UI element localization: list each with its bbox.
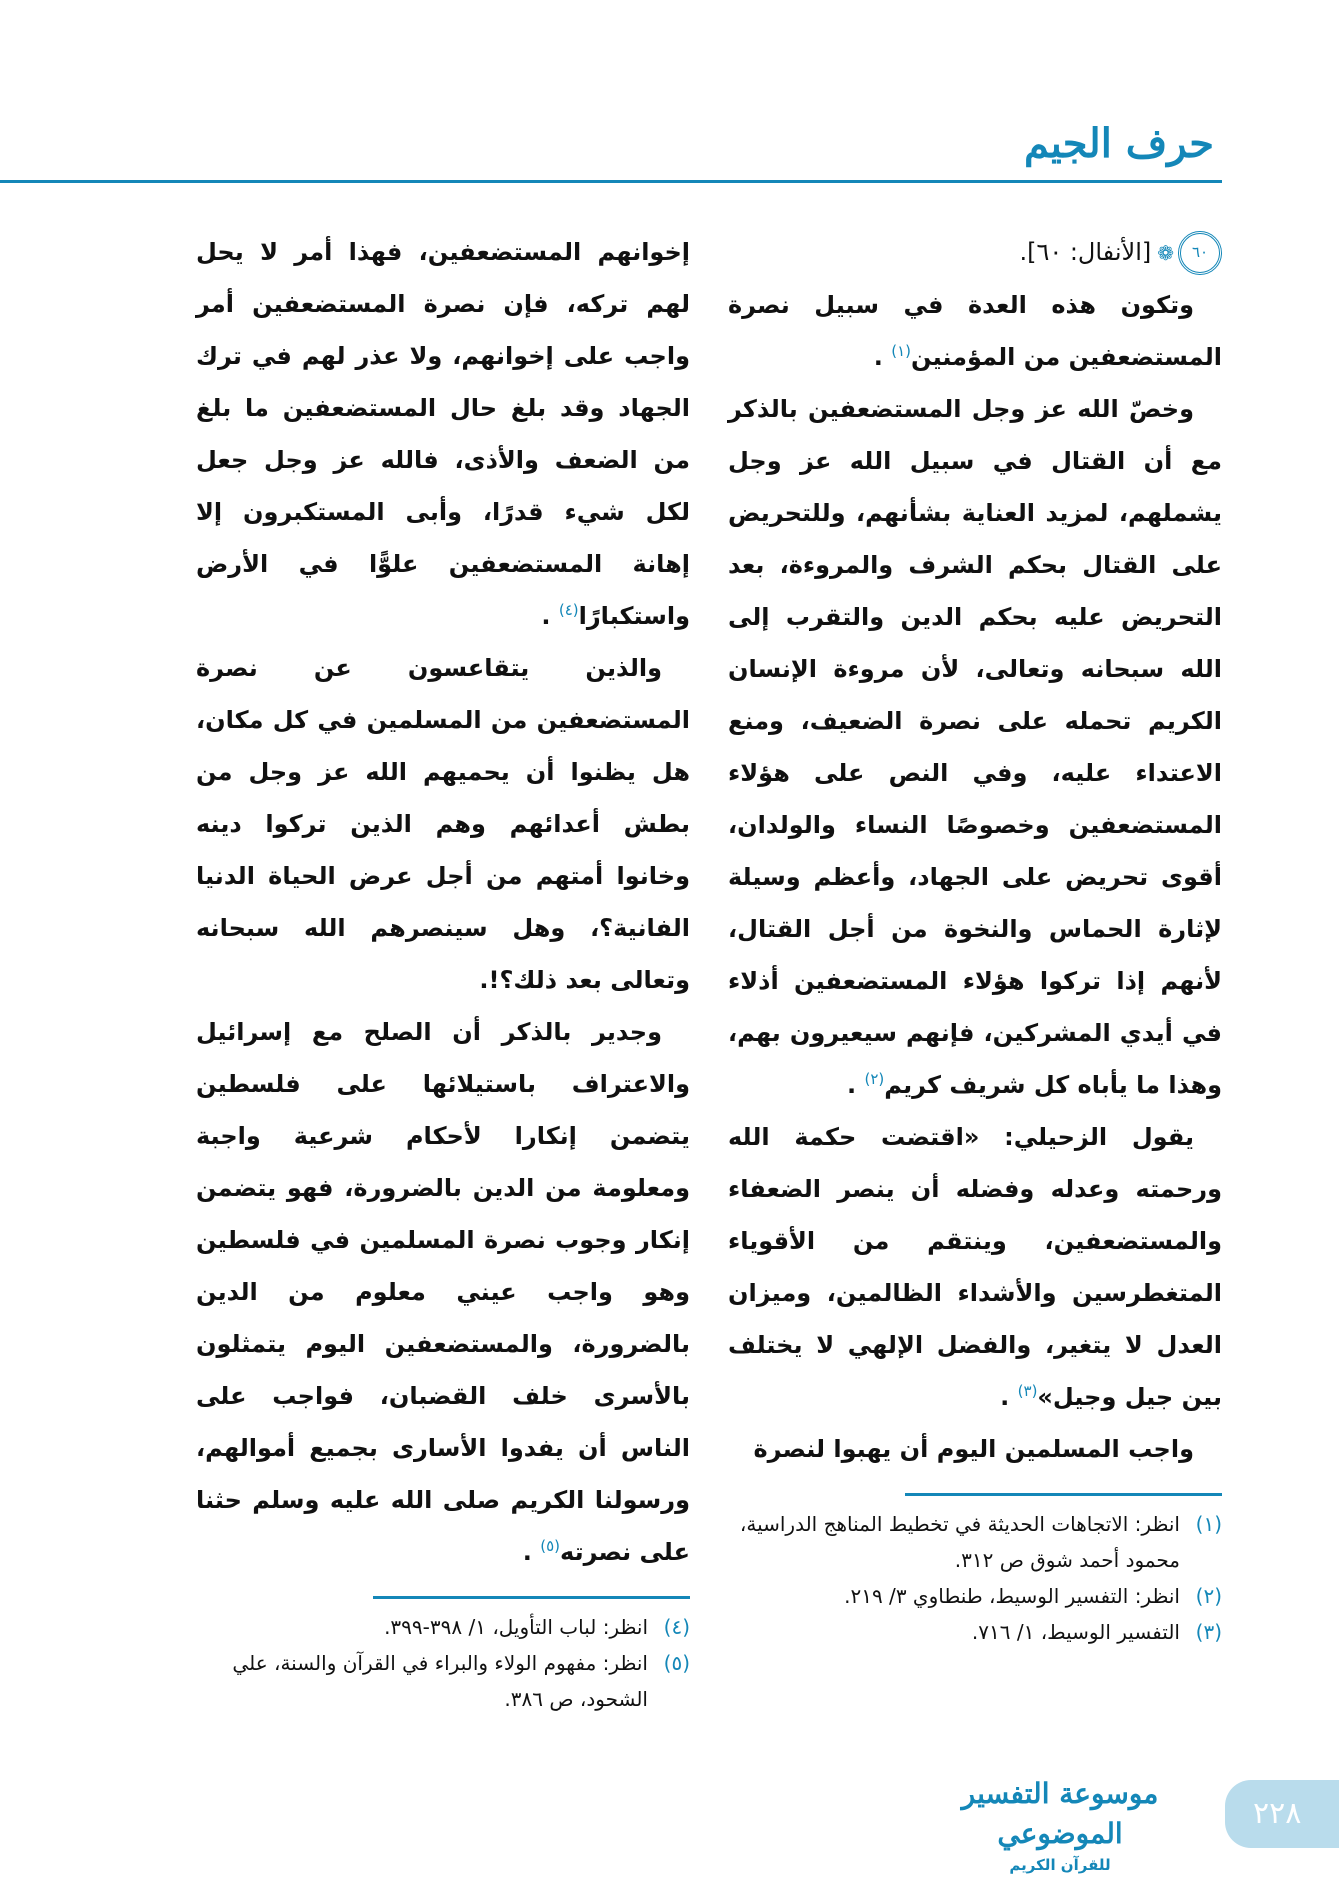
footnote-text: التفسير الوسيط، ١/ ٧١٦. [971, 1620, 1180, 1644]
page-body [0, 186, 1339, 1746]
paragraph-text: وخصّ الله عز وجل المستضعفين بالذكر مع أن القتال في سبيل الله عز وجل يشملهم، لمزيد العناية بشأنهم، وللتحريض على القتال بحكم الشرف والمروءة، بعد التحريض عليه بحكم الدين والتقرب إلى الله سبحانه وتعالى، لأن مروءة الإنسان الكريم تحمله على نصرة الضعيف، ومنع الاعتداء عليه، وفي النص على هؤلاء المستضعفين وخصوصًا النساء والولدان، أقوى تحريض على الجهاد، وأعظم وسيلة لإثارة الحماس والنخوة من أجل القتال، لأنهم إذا تركوا هؤلاء المستضعفين أذلاء في أيدي المشركين، فإنهم سيعيرون بهم، وهذا ما يأباه كل شريف كريم [728, 395, 1222, 1099]
ayah-number-marker: ٦٠ [1178, 231, 1222, 275]
page-header [0, 0, 1339, 186]
paragraph: وتكون هذه العدة في سبيل نصرة المستضعفين من المؤمنين$^{(١)}$ . [728, 291, 1222, 371]
paragraph: إخوانهم المستضعفين، فهذا أمر لا يحل لهم تركه، فإن نصرة المستضعفين أمر واجب على إخوانهم، ولا عذر لهم في ترك الجهاد وقد بلغ حال المستضعفين ما بلغ من الضعف والأذى، فالله عز وجل جعل لكل شيء قدرًا، وأبى المستكبرون إلا إهانة المستضعفين علوًّا في الأرض واستكبارًا$^{(٤)}$ . [196, 238, 690, 630]
paragraph-text: وجدير بالذكر أن الصلح مع إسرائيل والاعتراف باستيلائها على فلسطين يتضمن إنكارا لأحكام شرعية واجبة ومعلومة من الدين بالضرورة، فهو يتضمن إنكار وجوب نصرة المسلمين في فلسطين وهو واجب عيني معلوم من الدين بالضرورة، والمستضعفين اليوم يتمثلون بالأسرى خلف القضبان، فواجب على الناس أن يفدوا الأسارى بجميع أموالهم، ورسولنا الكريم صلى الله عليه وسلم حثنا على نصرته [196, 1018, 690, 1566]
footnote-text: انظر: التفسير الوسيط، طنطاوي ٣/ ٢١٩. [844, 1584, 1180, 1608]
paragraph-text: وتكون هذه العدة في سبيل نصرة المستضعفين من المؤمنين [728, 291, 1222, 371]
footnote-ref[interactable]: (٢) [864, 1070, 885, 1088]
page-number: ٢٢٨ [1225, 1780, 1339, 1848]
footnote-number: (٣) [1195, 1620, 1222, 1644]
encyclopedia-logo [935, 1774, 1185, 1876]
footnote-ref[interactable]: (٤) [558, 601, 579, 619]
ayah-reference [728, 226, 1222, 279]
footnote [728, 1506, 1222, 1578]
paragraph: وجدير بالذكر أن الصلح مع إسرائيل والاعتراف باستيلائها على فلسطين يتضمن إنكارا لأحكام شرعية واجبة ومعلومة من الدين بالضرورة، فهو يتضمن إنكار وجوب نصرة المسلمين في فلسطين وهو واجب عيني معلوم من الدين بالضرورة، والمستضعفين اليوم يتمثلون بالأسرى خلف القضبان، فواجب على الناس أن يفدوا الأسارى بجميع أموالهم، ورسولنا الكريم صلى الله عليه وسلم حثنا على نصرته$^{(٥)}$ . [196, 1018, 690, 1566]
footnote-number: (٥) [663, 1651, 690, 1675]
paragraph: والذين يتقاعسون عن نصرة المستضعفين من المسلمين في كل مكان، هل يظنوا أن يحميهم الله عز وجل من بطش أعدائهم وهم الذين تركوا دينه وخانوا أمتهم من أجل عرض الحياة الدنيا الفانية؟، وهل سينصرهم الله سبحانه وتعالى بعد ذلك؟!. [196, 654, 690, 994]
footnote [196, 1645, 690, 1717]
paragraph: وخصّ الله عز وجل المستضعفين بالذكر مع أن القتال في سبيل الله عز وجل يشملهم، لمزيد العناية بشأنهم، وللتحريض على القتال بحكم الشرف والمروءة، بعد التحريض عليه بحكم الدين والتقرب إلى الله سبحانه وتعالى، لأن مروءة الإنسان الكريم تحمله على نصرة الضعيف، ومنع الاعتداء عليه، وفي النص على هؤلاء المستضعفين وخصوصًا النساء والولدان، أقوى تحريض على الجهاد، وأعظم وسيلة لإثارة الحماس والنخوة من أجل القتال، لأنهم إذا تركوا هؤلاء المستضعفين أذلاء في أيدي المشركين، فإنهم سيعيرون بهم، وهذا ما يأباه كل شريف كريم$^{(٢)}$ . [728, 395, 1222, 1099]
footnote [196, 1609, 690, 1645]
paragraph: واجب المسلمين اليوم أن يهبوا لنصرة [753, 1435, 1194, 1463]
chapter-title: حرف الجيم [1024, 120, 1214, 167]
footnote-text: انظر: لباب التأويل، ١/ ٣٩٨-٣٩٩. [384, 1615, 648, 1639]
left-column [196, 226, 690, 1746]
right-column [728, 226, 1222, 1746]
footnote-number: (٤) [663, 1615, 690, 1639]
footnote-number: (١) [1195, 1512, 1222, 1536]
footnote-number: (٢) [1195, 1584, 1222, 1608]
page-footer [0, 1770, 1339, 1890]
ayah-reference-text: [الأنفال: ٦٠]. [1019, 238, 1152, 266]
footnote-ref[interactable]: (٣) [1017, 1382, 1038, 1400]
footnote-text: انظر: الاتجاهات الحديثة في تخطيط المناهج الدراسية، محمود أحمد شوق ص ٣١٢. [739, 1512, 1180, 1572]
header-divider [0, 180, 1222, 183]
footnote [728, 1614, 1222, 1650]
logo-title: موسوعة التفسير الموضوعي [961, 1777, 1159, 1850]
ornament-icon: ❁ [1157, 241, 1174, 265]
footnote [728, 1578, 1222, 1614]
footnote-ref[interactable]: (٥) [540, 1537, 561, 1555]
footnotes-left [196, 1596, 690, 1717]
footnote-ref[interactable]: (١) [891, 342, 911, 360]
paragraph-text: إخوانهم المستضعفين، فهذا أمر لا يحل لهم تركه، فإن نصرة المستضعفين أمر واجب على إخوانهم، ولا عذر لهم في ترك الجهاد وقد بلغ حال المستضعفين ما بلغ من الضعف والأذى، فالله عز وجل جعل لكل شيء قدرًا، وأبى المستكبرون إلا إهانة المستضعفين علوًّا في الأرض واستكبارًا [196, 238, 690, 630]
footnote-divider [373, 1596, 690, 1599]
paragraph: يقول الزحيلي: «اقتضت حكمة الله ورحمته وعدله وفضله أن ينصر الضعفاء والمستضعفين، وينتقم من الأقوياء المتغطرسين والأشداء الظالمين، وميزان العدل لا يتغير، والفضل الإلهي لا يختلف بين جيل وجيل»$^{(٣)}$ . [728, 1123, 1222, 1411]
footnotes-right [728, 1493, 1222, 1650]
logo-subtitle: للقرآن الكريم [1009, 1856, 1111, 1874]
paragraph-text: يقول الزحيلي: «اقتضت حكمة الله ورحمته وعدله وفضله أن ينصر الضعفاء والمستضعفين، وينتقم من الأقوياء المتغطرسين والأشداء الظالمين، وميزان العدل لا يتغير، والفضل الإلهي لا يختلف بين جيل وجيل» [728, 1123, 1222, 1411]
footnote-divider [905, 1493, 1222, 1496]
footnote-text: انظر: مفهوم الولاء والبراء في القرآن والسنة، علي الشحود، ص ٣٨٦. [232, 1651, 648, 1711]
